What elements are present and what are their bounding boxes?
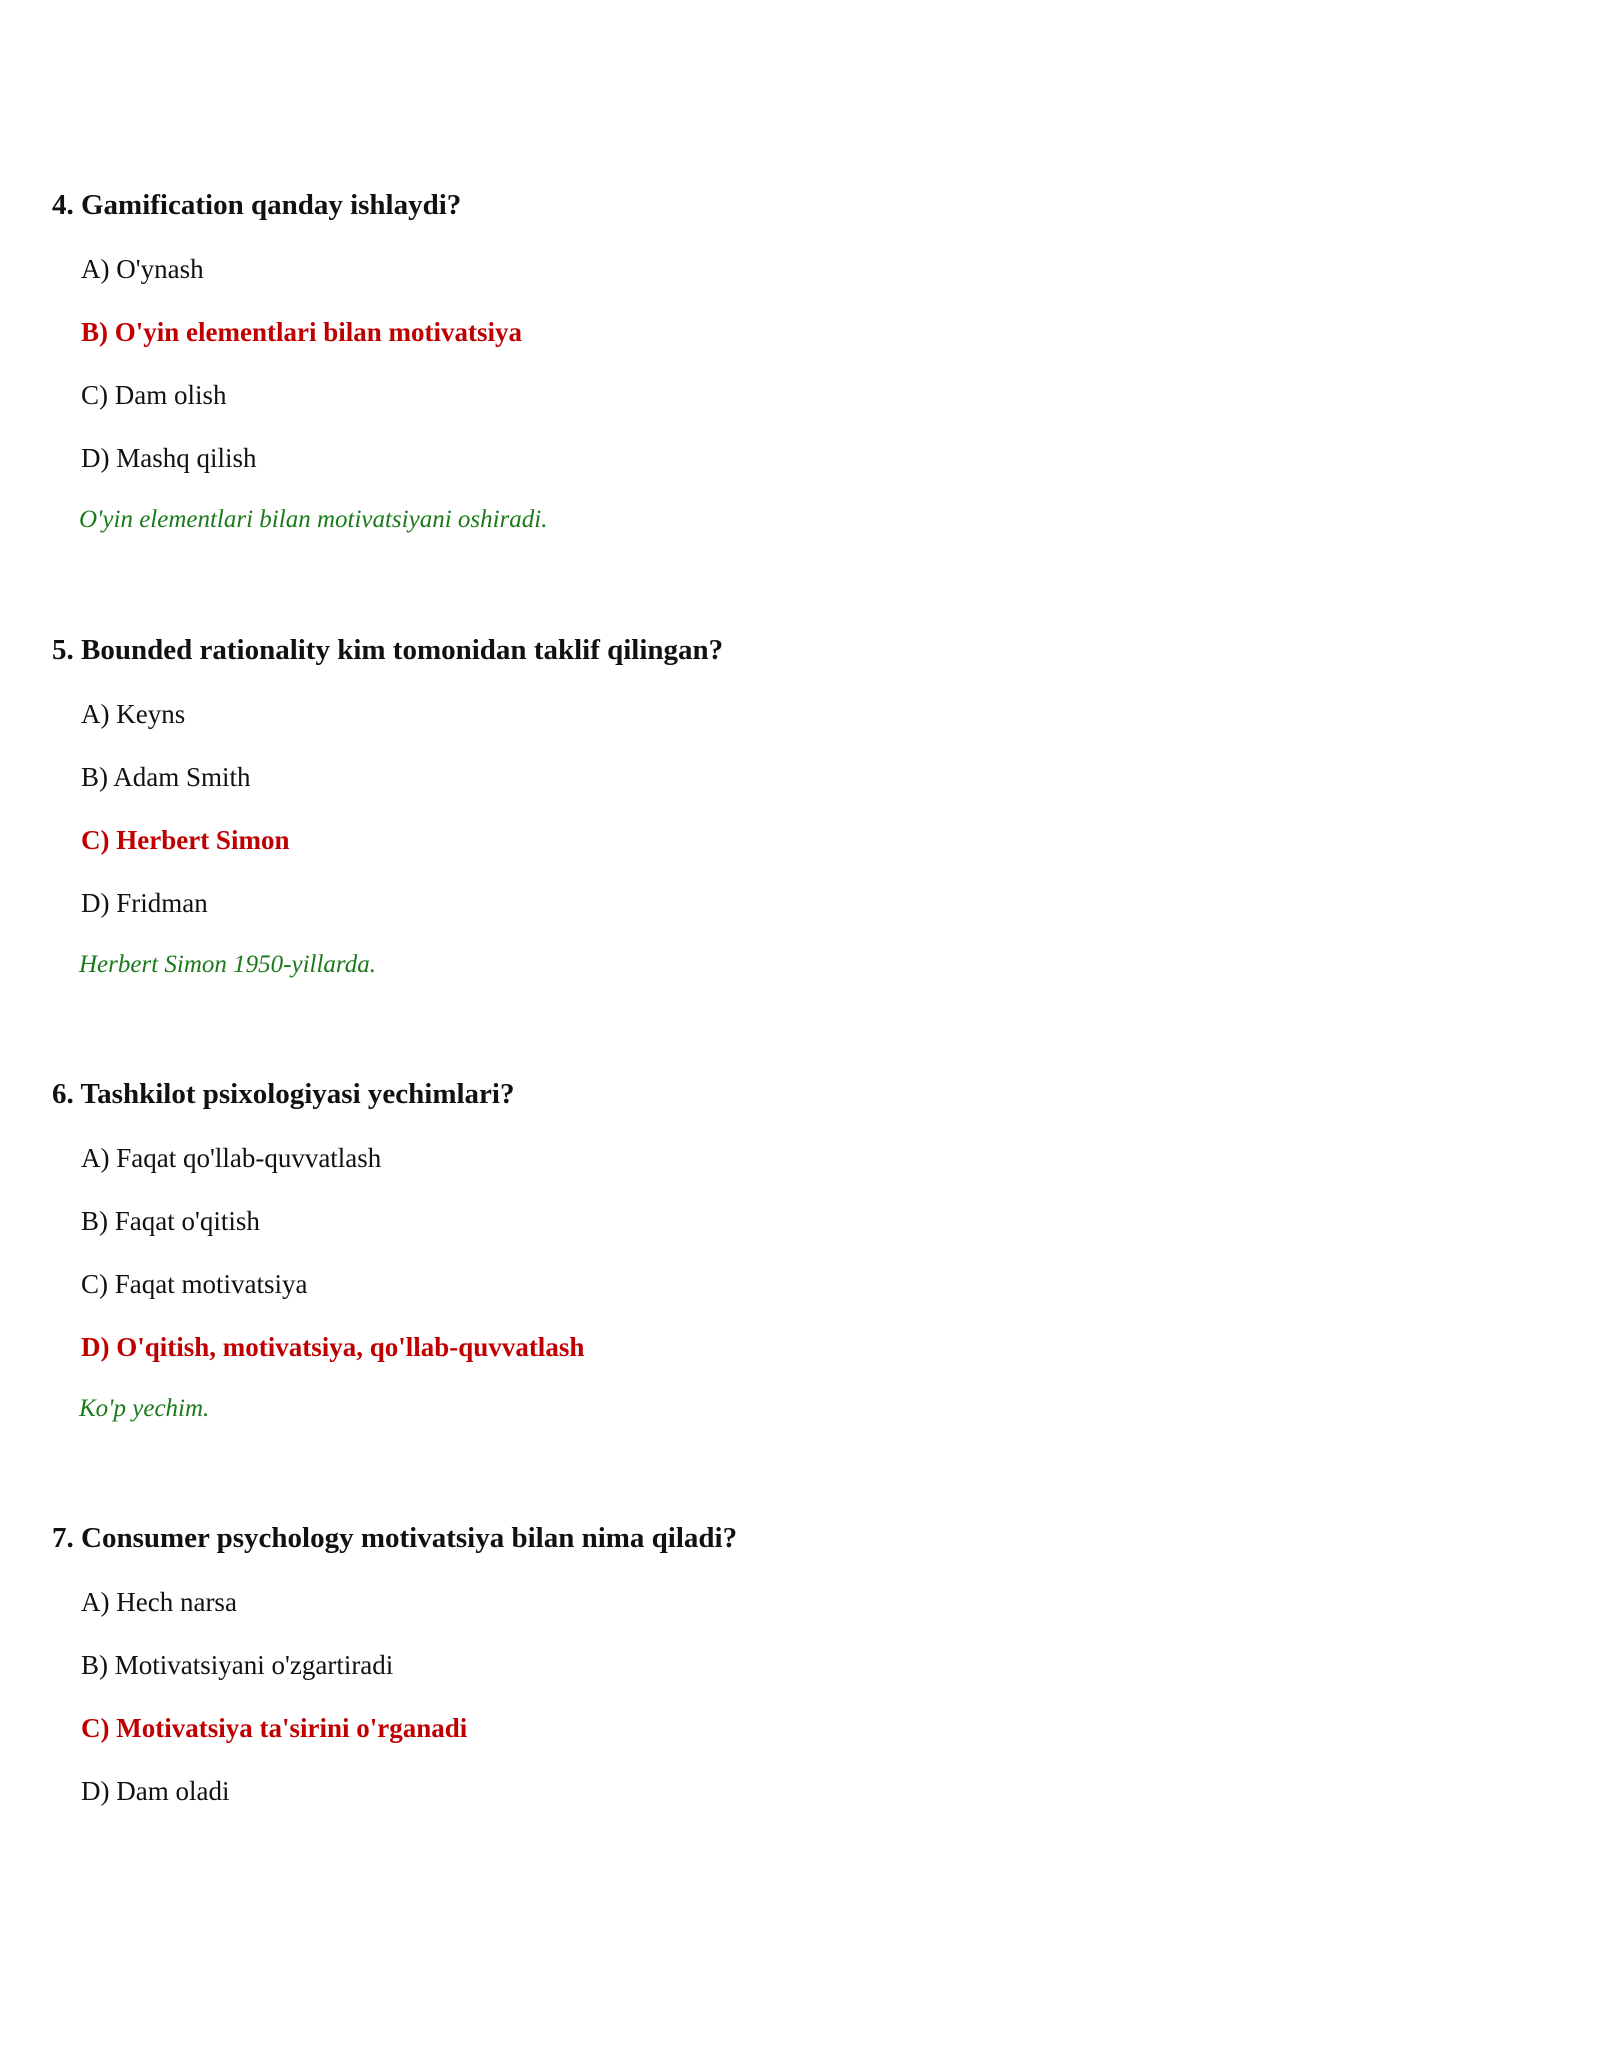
explanation: O'yin elementlari bilan motivatsiyani oshiradi.: [79, 506, 548, 533]
option-c: C) Dam olish: [81, 380, 227, 410]
option-b: B) O'yin elementlari bilan motivatsiya: [81, 317, 522, 347]
option-d: D) Mashq qilish: [81, 443, 257, 473]
explanation: Ko'p yechim.: [79, 1395, 210, 1422]
question-title: 5. Bounded rationality kim tomonidan taklif qilingan?: [52, 634, 724, 666]
option-d: D) Fridman: [81, 888, 208, 918]
explanation: Herbert Simon 1950-yillarda.: [79, 951, 376, 978]
option-c: C) Motivatsiya ta'sirini o'rganadi: [81, 1713, 468, 1743]
option-d: D) O'qitish, motivatsiya, qo'llab-quvvatlash: [81, 1332, 585, 1362]
option-c: C) Faqat motivatsiya: [81, 1269, 308, 1299]
question-title: 7. Consumer psychology motivatsiya bilan nima qiladi?: [52, 1522, 738, 1554]
option-a: A) Keyns: [81, 699, 186, 729]
question-title: 6. Tashkilot psixologiyasi yechimlari?: [52, 1078, 515, 1110]
option-a: A) Hech narsa: [81, 1587, 237, 1617]
option-a: A) O'ynash: [81, 254, 204, 284]
option-b: B) Adam Smith: [81, 762, 251, 792]
question-title: 4. Gamification qanday ishlaydi?: [52, 189, 462, 221]
option-d: D) Dam oladi: [81, 1776, 230, 1806]
option-b: B) Motivatsiyani o'zgartiradi: [81, 1650, 394, 1680]
option-c: C) Herbert Simon: [81, 825, 290, 855]
option-a: A) Faqat qo'llab-quvvatlash: [81, 1143, 382, 1173]
option-b: B) Faqat o'qitish: [81, 1206, 260, 1236]
